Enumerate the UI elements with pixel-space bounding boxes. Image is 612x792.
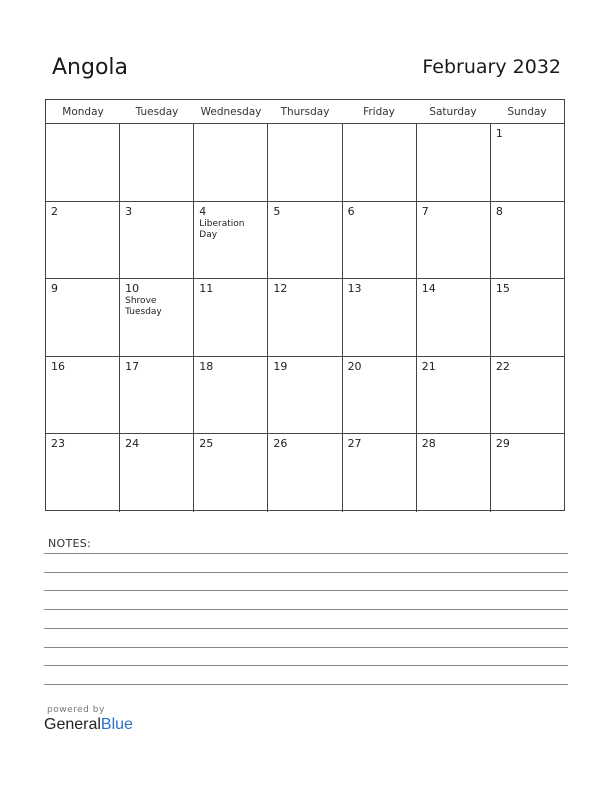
day-cell bbox=[120, 279, 194, 356]
day-number: 7 bbox=[421, 204, 429, 218]
weekday-tuesday: Tuesday bbox=[135, 106, 179, 118]
day-cell bbox=[46, 434, 120, 512]
day-cell bbox=[46, 124, 120, 201]
day-cell bbox=[417, 357, 491, 434]
day-number: 9 bbox=[51, 282, 58, 296]
day-cell bbox=[491, 357, 564, 434]
note-line bbox=[44, 628, 568, 629]
weekday-sunday: Sunday bbox=[507, 106, 547, 118]
day-number: 4 bbox=[199, 204, 207, 218]
day-cell bbox=[120, 124, 194, 201]
day-number: 13 bbox=[347, 282, 362, 296]
note-line bbox=[44, 553, 568, 554]
day-cell bbox=[268, 124, 342, 201]
day-cell bbox=[194, 434, 268, 512]
day-cell bbox=[417, 434, 491, 512]
weekday-wednesday: Wednesday bbox=[200, 106, 262, 118]
day-cell bbox=[120, 202, 194, 279]
day-cell bbox=[46, 202, 120, 279]
day-cell bbox=[491, 124, 564, 201]
day-number: 5 bbox=[273, 204, 281, 218]
day-number: 10 bbox=[125, 282, 140, 296]
day-number: 17 bbox=[125, 359, 140, 373]
day-cell bbox=[120, 357, 194, 434]
day-number: 25 bbox=[199, 437, 214, 451]
day-number: 11 bbox=[199, 282, 214, 296]
logo-general: General bbox=[44, 716, 101, 733]
holiday-label: Liberation Day bbox=[199, 218, 245, 240]
day-cell bbox=[491, 434, 564, 512]
day-cell bbox=[46, 279, 120, 356]
week-row bbox=[46, 279, 564, 357]
logo-blue: Blue bbox=[100, 716, 133, 733]
week-row bbox=[46, 124, 564, 202]
day-cell bbox=[343, 434, 417, 512]
day-cell bbox=[417, 202, 491, 279]
day-cell bbox=[194, 357, 268, 434]
day-number: 19 bbox=[273, 359, 288, 373]
day-number: 15 bbox=[495, 282, 510, 296]
note-line bbox=[44, 590, 568, 591]
day-number: 24 bbox=[125, 437, 140, 451]
weekday-monday: Monday bbox=[62, 106, 104, 118]
day-number: 12 bbox=[273, 282, 288, 296]
day-cell bbox=[46, 357, 120, 434]
day-cell bbox=[491, 279, 564, 356]
day-number: 16 bbox=[51, 359, 65, 373]
note-line bbox=[44, 665, 568, 666]
day-number: 8 bbox=[495, 204, 503, 218]
day-cell bbox=[343, 279, 417, 356]
note-line bbox=[44, 609, 568, 610]
week-row bbox=[46, 202, 564, 280]
day-number: 26 bbox=[273, 437, 288, 451]
day-number: 29 bbox=[495, 437, 510, 451]
calendar-month-title: February 2032 bbox=[422, 56, 561, 78]
day-number: 6 bbox=[347, 204, 355, 218]
day-cell bbox=[268, 202, 342, 279]
week-row bbox=[46, 434, 564, 512]
weekday-friday: Friday bbox=[363, 106, 395, 118]
day-number: 18 bbox=[199, 359, 214, 373]
day-cell bbox=[417, 279, 491, 356]
day-number: 20 bbox=[347, 359, 362, 373]
week-row bbox=[46, 357, 564, 435]
note-line bbox=[44, 684, 568, 685]
day-cell bbox=[343, 124, 417, 201]
day-cell bbox=[120, 434, 194, 512]
weeks-container bbox=[46, 124, 564, 512]
day-cell bbox=[194, 202, 268, 279]
day-cell bbox=[268, 357, 342, 434]
calendar-grid bbox=[45, 99, 565, 511]
day-number: 1 bbox=[495, 127, 503, 140]
note-line bbox=[44, 647, 568, 648]
powered-by-text: powered by bbox=[47, 705, 105, 715]
day-number: 27 bbox=[347, 437, 362, 451]
day-cell bbox=[268, 279, 342, 356]
day-cell bbox=[491, 202, 564, 279]
day-number: 22 bbox=[495, 359, 510, 373]
day-cell bbox=[194, 124, 268, 201]
day-cell bbox=[417, 124, 491, 201]
note-line bbox=[44, 572, 568, 573]
day-cell bbox=[343, 202, 417, 279]
day-number: 23 bbox=[51, 437, 65, 451]
generalblue-branding bbox=[44, 705, 133, 734]
weekday-header-row bbox=[46, 100, 564, 124]
day-cell bbox=[268, 434, 342, 512]
calendar-country-title: Angola bbox=[52, 55, 129, 80]
holiday-label: Shrove Tuesday bbox=[125, 296, 162, 318]
day-number: 14 bbox=[421, 282, 436, 296]
day-number: 2 bbox=[51, 204, 58, 218]
day-number: 28 bbox=[421, 437, 436, 451]
day-number: 21 bbox=[421, 359, 436, 373]
day-cell bbox=[194, 279, 268, 356]
day-number: 3 bbox=[125, 204, 133, 218]
weekday-thursday: Thursday bbox=[280, 106, 330, 118]
generalblue-logo bbox=[44, 716, 133, 734]
day-cell bbox=[343, 357, 417, 434]
weekday-saturday: Saturday bbox=[429, 106, 477, 118]
notes-label: NOTES: bbox=[48, 537, 92, 550]
